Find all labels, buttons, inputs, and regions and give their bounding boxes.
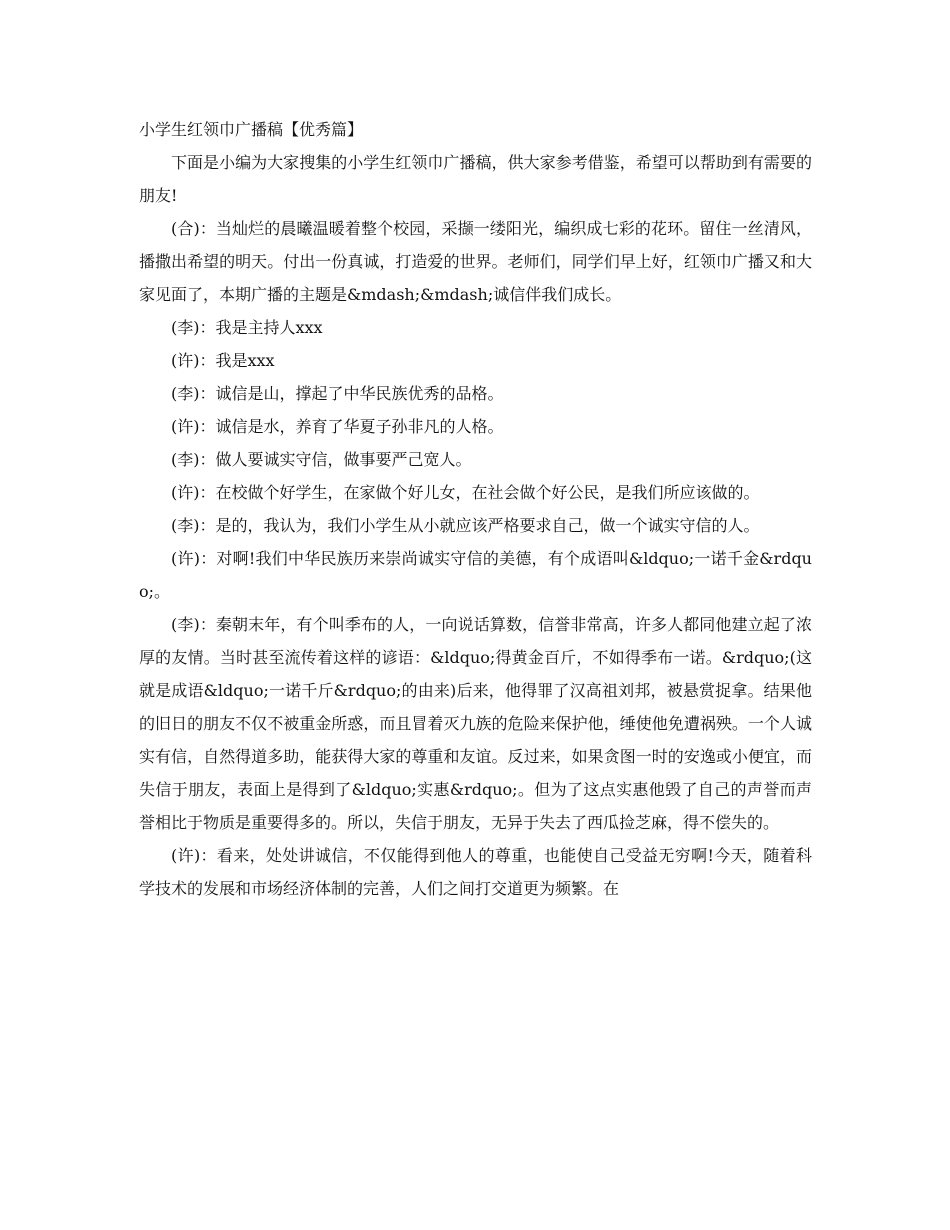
paragraph-li-mountain: (李)：诚信是山，撑起了中华民族优秀的品格。 xyxy=(171,384,504,403)
paragraph-xu-water: (许)：诚信是水，养育了华夏子孙非凡的人格。 xyxy=(171,417,504,436)
paragraph-host-xu-intro: (许)：我是xxx xyxy=(171,351,275,370)
paragraph-intro: 下面是小编为大家搜集的小学生红领巾广播稿，供大家参考借鉴，希望可以帮助到有需要的朋友! xyxy=(139,153,812,205)
paragraph-xu-promise: (许)：对啊!我们中华民族历来崇尚诚实守信的美德，有个成语叫&ldquo;一诺千金&rdquo;。 xyxy=(139,549,812,601)
document-title: 小学生红领巾广播稿【优秀篇】 xyxy=(139,120,364,139)
paragraph-li-strict: (李)：是的，我认为，我们小学生从小就应该严格要求自己，做一个诚实守信的人。 xyxy=(171,516,760,535)
paragraph-xu-benefit: (许)：看来，处处讲诚信，不仅能得到他人的尊重，也能使自己受益无穷啊!今天，随着科学技术的发展和市场经济体制的完善，人们之间打交道更为频繁。在 xyxy=(139,846,812,898)
paragraph-opening: (合)：当灿烂的晨曦温暖着整个校园，采撷一缕阳光，编织成七彩的花环。留住一丝清风，播撒出希望的明天。付出一份真诚，打造爱的世界。老师们，同学们早上好，红领巾广播又和大家见面了，本期广播的主题是&mdash;&mdash;诚信伴我们成长。 xyxy=(139,219,812,304)
paragraph-xu-school: (许)：在校做个好学生，在家做个好儿女，在社会做个好公民，是我们所应该做的。 xyxy=(171,483,760,502)
paragraph-host-li-intro: (李)：我是主持人xxx xyxy=(171,318,323,337)
paragraph-li-honest: (李)：做人要诚实守信，做事要严己宽人。 xyxy=(171,450,472,469)
document-page xyxy=(139,113,812,905)
paragraph-li-story: (李)：秦朝末年，有个叫季布的人，一向说话算数，信誉非常高，许多人都同他建立起了浓厚的友情。当时甚至流传着这样的谚语：&ldquo;得黄金百斤，不如得季布一诺。&rdquo;(这就是成语&ldquo;一诺千斤&rdquo;的由来)后来，他得罪了汉高祖刘邦，被悬赏捉拿。结果他的旧日的朋友不仅不被重金所惑，而且冒着灭九族的危险来保护他，缍使他免遭祸殃。一个人诚实有信，自然得道多助，能获得大家的尊重和友谊。反过来，如果贪图一时的安逸或小便宜，而失信于朋友，表面上是得到了&ldquo;实惠&rdquo;。但为了这点实惠他毁了自己的声誉而声誉相比于物质是重要得多的。所以，失信于朋友，无异于失去了西瓜捡芝麻，得不偿失的。 xyxy=(139,615,812,832)
